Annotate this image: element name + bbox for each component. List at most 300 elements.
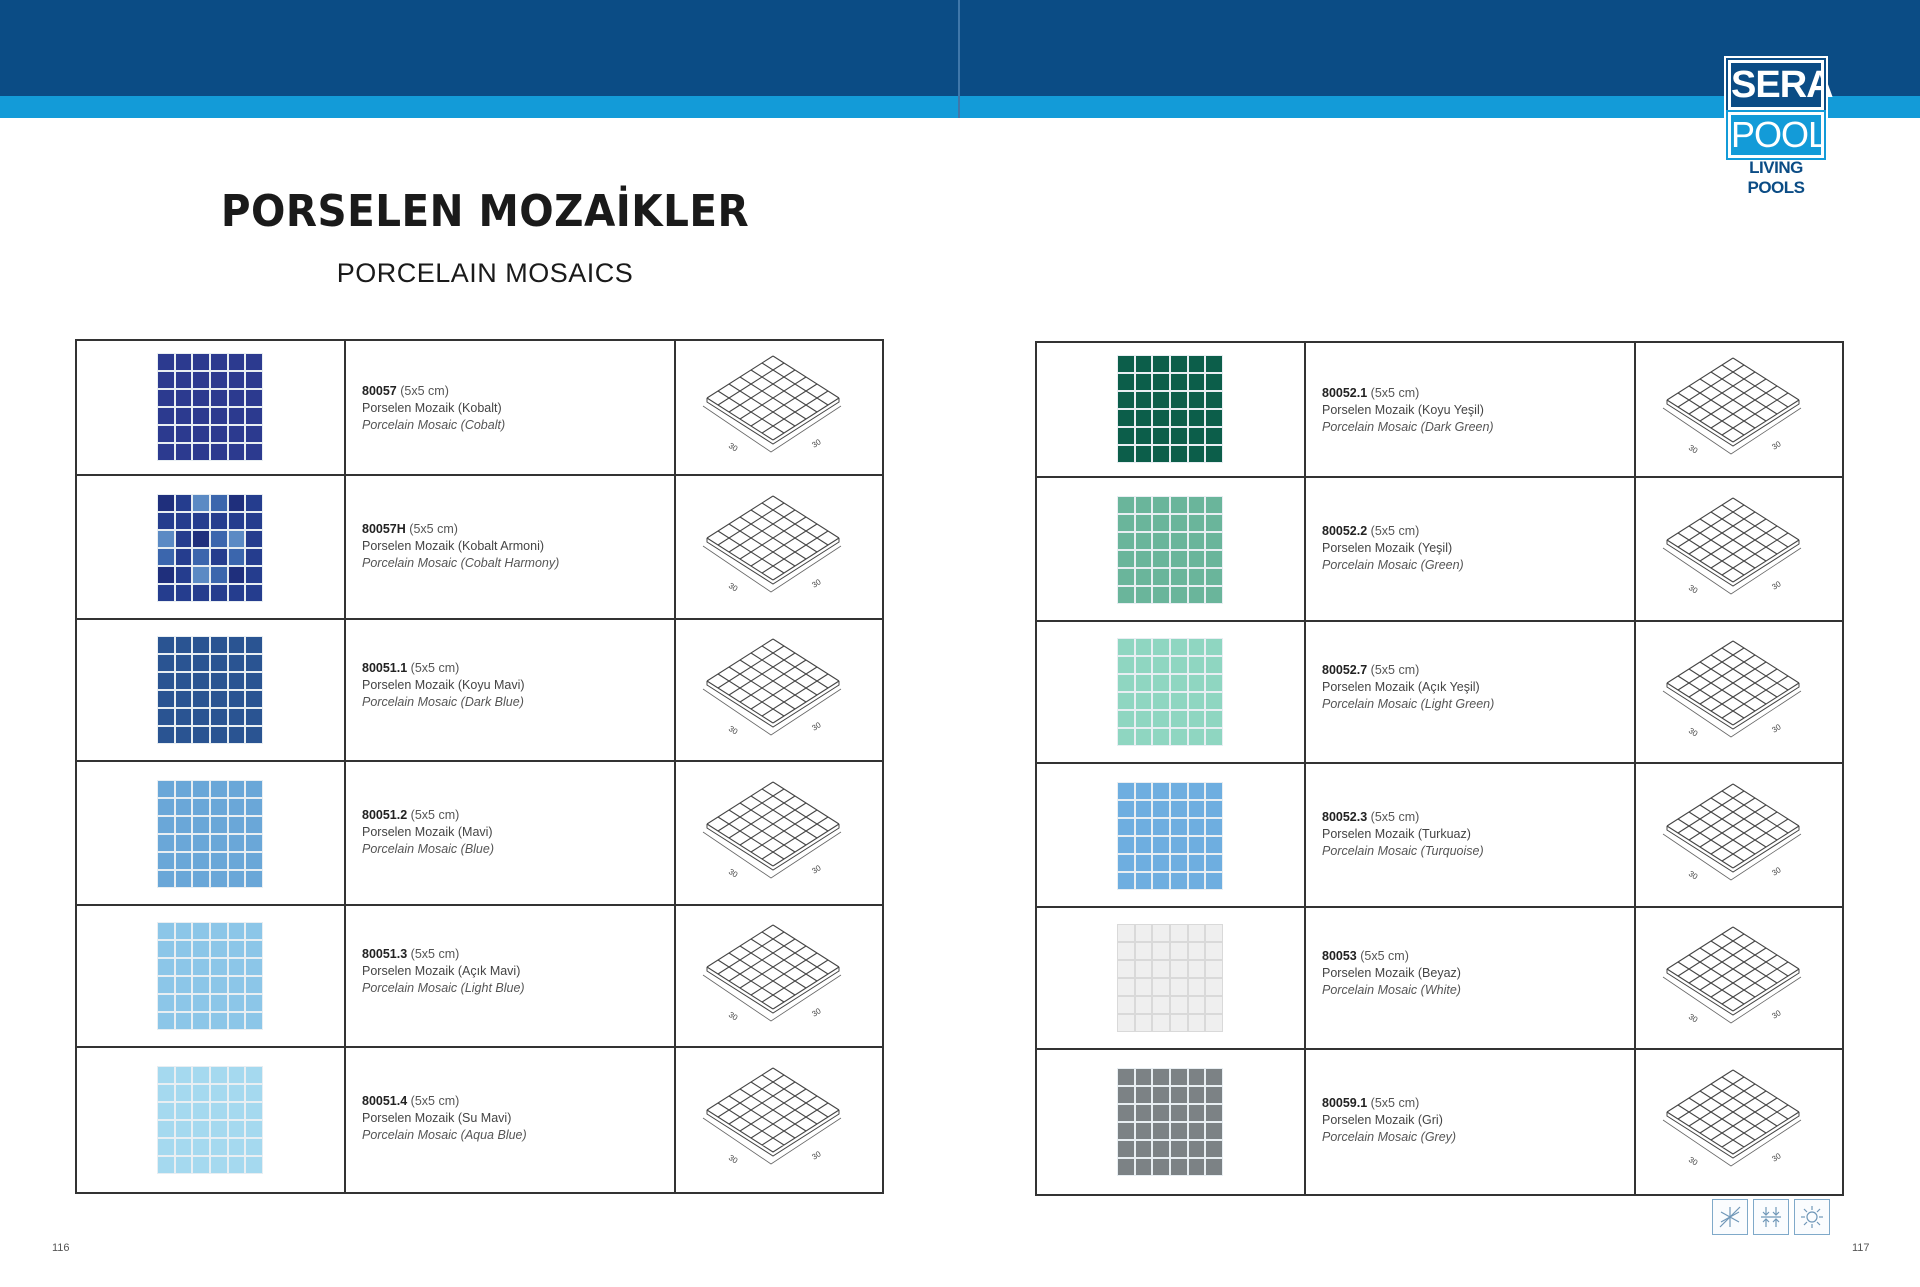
mosaic-tile [229, 655, 245, 671]
mosaic-tile [1206, 428, 1222, 444]
mosaic-tile [1153, 533, 1169, 549]
mosaic-tile [229, 799, 245, 815]
mosaic-tile [1136, 587, 1152, 603]
mosaic-tile [176, 1121, 192, 1137]
mosaic-tile [1189, 639, 1205, 655]
mosaic-tile [1118, 1015, 1134, 1031]
mosaic-tile [229, 977, 245, 993]
mosaic-tile [1189, 1105, 1205, 1121]
product-description [1322, 809, 1484, 860]
mosaic-tile [229, 1157, 245, 1173]
mosaic-tile [1118, 837, 1134, 853]
dimension-label-b: 30 [1770, 1151, 1783, 1164]
mosaic-tile [1206, 819, 1222, 835]
mosaic-tile [158, 995, 174, 1011]
mosaic-tile [229, 871, 245, 887]
mosaic-tile [246, 977, 262, 993]
mosaic-tile [1171, 1159, 1187, 1175]
mosaic-tile [1171, 855, 1187, 871]
product-code-line [362, 1093, 527, 1110]
mosaic-tile [193, 1121, 209, 1137]
product-code: 80051.1 [362, 661, 408, 675]
mosaic-tile [1189, 801, 1205, 817]
mosaic-tile [1153, 428, 1169, 444]
mosaic-tile [158, 1103, 174, 1119]
mosaic-tile [1136, 374, 1152, 390]
mosaic-dimension-drawing [1650, 495, 1830, 605]
mosaic-swatch [157, 353, 263, 461]
mosaic-tile [246, 408, 262, 424]
product-code: 80052.1 [1322, 386, 1368, 400]
mosaic-tile [193, 835, 209, 851]
mosaic-tile [1171, 711, 1187, 727]
product-name-tr: Porselen Mozaik (Açık Yeşil) [1322, 680, 1480, 694]
product-name-tr: Porselen Mozaik (Yeşil) [1322, 541, 1453, 555]
mosaic-tile [1189, 819, 1205, 835]
mosaic-tile [1171, 693, 1187, 709]
mosaic-tile [176, 567, 192, 583]
mosaic-tile [1153, 657, 1169, 673]
mosaic-tile [1136, 855, 1152, 871]
mosaic-tile [176, 637, 192, 653]
mosaic-dimension-drawing [1650, 638, 1830, 748]
mosaic-swatch [157, 922, 263, 1030]
mosaic-tile [211, 853, 227, 869]
mosaic-tile [1153, 392, 1169, 408]
mosaic-tile [211, 354, 227, 370]
mosaic-tile [211, 941, 227, 957]
product-table-right [1035, 341, 1844, 1196]
mosaic-tile [1171, 533, 1187, 549]
mosaic-tile [1153, 979, 1169, 995]
mosaic-tile [1171, 1015, 1187, 1031]
mosaic-tile [1153, 1069, 1169, 1085]
drawing-cell [676, 762, 882, 904]
logo-tagline: LIVING POOLS [1747, 158, 1805, 197]
mosaic-tile [1136, 1105, 1152, 1121]
mosaic-tile [229, 727, 245, 743]
mosaic-tile [1206, 711, 1222, 727]
drawing-cell [1636, 622, 1842, 762]
product-size: (5x5 cm) [410, 808, 460, 822]
mosaic-tile [1136, 1141, 1152, 1157]
mosaic-tile [246, 995, 262, 1011]
mosaic-tile [1153, 855, 1169, 871]
mosaic-tile [1171, 551, 1187, 567]
mosaic-tile [1171, 1069, 1187, 1085]
mosaic-tile [193, 1139, 209, 1155]
drawing-wrap [690, 493, 870, 603]
mosaic-tile [1189, 587, 1205, 603]
mosaic-tile [1171, 961, 1187, 977]
product-description [362, 946, 525, 997]
mosaic-tile [1118, 410, 1134, 426]
mosaic-tile [1118, 356, 1134, 372]
mosaic-tile [246, 549, 262, 565]
mosaic-tile [246, 1013, 262, 1029]
mosaic-tile [1189, 943, 1205, 959]
mosaic-tile [246, 1067, 262, 1083]
mosaic-tile [211, 1067, 227, 1083]
page-subtitle: PORCELAIN MOSAICS [336, 258, 634, 288]
mosaic-tile [1171, 1123, 1187, 1139]
mosaic-tile [1171, 943, 1187, 959]
mosaic-tile [246, 1103, 262, 1119]
mosaic-tile [1136, 943, 1152, 959]
product-description [362, 1093, 527, 1144]
mosaic-tile [193, 585, 209, 601]
swatch-cell [1037, 343, 1306, 476]
product-code: 80053 [1322, 949, 1357, 963]
mosaic-tile [229, 1085, 245, 1101]
mosaic-dimension-drawing [690, 493, 870, 603]
dimension-label-b: 30 [1770, 439, 1783, 452]
dimension-label-b: 30 [1770, 579, 1783, 592]
mosaic-tile [229, 1013, 245, 1029]
mosaic-tile [1118, 855, 1134, 871]
product-description [362, 521, 559, 572]
mosaic-tile [1118, 515, 1134, 531]
mosaic-tile [1206, 392, 1222, 408]
mosaic-tile [158, 781, 174, 797]
mosaic-tile [1136, 1159, 1152, 1175]
mosaic-tile [193, 691, 209, 707]
product-description [1322, 385, 1494, 436]
mosaic-tile [1118, 1159, 1134, 1175]
product-description [362, 383, 505, 434]
product-size: (5x5 cm) [1370, 663, 1420, 677]
mosaic-tile [1136, 837, 1152, 853]
mosaic-tile [1206, 551, 1222, 567]
mosaic-tile [1189, 533, 1205, 549]
swatch-cell [1037, 908, 1306, 1048]
dimension-label-b: 30 [810, 720, 823, 733]
mosaic-tile [246, 871, 262, 887]
mosaic-tile [158, 1085, 174, 1101]
dimension-label-a: 30 [1686, 869, 1700, 882]
product-code: 80057 [362, 384, 397, 398]
mosaic-tile [1118, 374, 1134, 390]
product-code-line [1322, 809, 1484, 826]
description-cell [346, 906, 676, 1046]
mosaic-tile [211, 817, 227, 833]
product-name-tr: Porselen Mozaik (Açık Mavi) [362, 964, 521, 978]
mosaic-tile [1171, 428, 1187, 444]
mosaic-tile [176, 691, 192, 707]
uv-resistant-icon [1794, 1199, 1830, 1235]
mosaic-tile [1118, 392, 1134, 408]
mosaic-tile [1206, 657, 1222, 673]
mosaic-tile [193, 513, 209, 529]
mosaic-tile [158, 817, 174, 833]
mosaic-tile [1206, 997, 1222, 1013]
mosaic-tile [229, 390, 245, 406]
mosaic-tile [1136, 675, 1152, 691]
mosaic-tile [1136, 961, 1152, 977]
mosaic-tile [229, 1139, 245, 1155]
product-name-en: Porcelain Mosaic (Aqua Blue) [362, 1128, 527, 1142]
mosaic-tile [1118, 569, 1134, 585]
mosaic-tile [1136, 1069, 1152, 1085]
mosaic-tile [1136, 356, 1152, 372]
mosaic-tile [176, 372, 192, 388]
mosaic-tile [211, 426, 227, 442]
description-cell [346, 341, 676, 474]
product-row [77, 620, 882, 762]
mosaic-tile [229, 637, 245, 653]
mosaic-tile [229, 426, 245, 442]
mosaic-tile [193, 673, 209, 689]
product-name-tr: Porselen Mozaik (Su Mavi) [362, 1111, 512, 1125]
mosaic-dimension-drawing [1650, 355, 1830, 465]
drawing-cell [1636, 478, 1842, 620]
mosaic-tile [1171, 657, 1187, 673]
mosaic-tile [176, 781, 192, 797]
mosaic-tile [211, 673, 227, 689]
product-description [362, 660, 525, 711]
mosaic-tile [1171, 497, 1187, 513]
dimension-label-a: 30 [1686, 583, 1700, 596]
mosaic-tile [176, 354, 192, 370]
mosaic-tile [1171, 392, 1187, 408]
mosaic-tile [229, 959, 245, 975]
product-size: (5x5 cm) [410, 661, 460, 675]
mosaic-tile [176, 871, 192, 887]
description-cell [1306, 764, 1636, 906]
mosaic-tile [246, 426, 262, 442]
page-number-right: 117 [1852, 1242, 1870, 1254]
mosaic-tile [1206, 1087, 1222, 1103]
mosaic-tile [229, 372, 245, 388]
mosaic-tile [1189, 428, 1205, 444]
mosaic-tile [1189, 392, 1205, 408]
mosaic-tile [1136, 997, 1152, 1013]
mosaic-tile [1153, 1087, 1169, 1103]
mosaic-tile [211, 923, 227, 939]
mosaic-tile [1189, 497, 1205, 513]
mosaic-tile [158, 1139, 174, 1155]
dimension-label-b: 30 [810, 1149, 823, 1162]
product-name-en: Porcelain Mosaic (Dark Green) [1322, 420, 1494, 434]
mosaic-tile [1153, 497, 1169, 513]
dimension-label-b: 30 [810, 577, 823, 590]
mosaic-tile [158, 727, 174, 743]
product-size: (5x5 cm) [1360, 949, 1409, 963]
mosaic-tile [1206, 1123, 1222, 1139]
drawing-cell [676, 476, 882, 618]
mosaic-tile [1171, 569, 1187, 585]
product-code: 80052.2 [1322, 524, 1368, 538]
mosaic-tile [1153, 446, 1169, 462]
mosaic-tile [1206, 837, 1222, 853]
mosaic-tile [193, 709, 209, 725]
mosaic-tile [193, 959, 209, 975]
mosaic-tile [1118, 1105, 1134, 1121]
mosaic-tile [211, 655, 227, 671]
mosaic-swatch [157, 494, 263, 602]
mosaic-tile [176, 531, 192, 547]
mosaic-tile [176, 995, 192, 1011]
product-name-tr: Porselen Mozaik (Kobalt) [362, 401, 502, 415]
mosaic-tile [1206, 374, 1222, 390]
mosaic-tile [1136, 693, 1152, 709]
mosaic-tile [193, 567, 209, 583]
mosaic-tile [246, 781, 262, 797]
mosaic-tile [1189, 1069, 1205, 1085]
mosaic-tile [1136, 873, 1152, 889]
mosaic-tile [1189, 657, 1205, 673]
mosaic-tile [158, 691, 174, 707]
mosaic-tile [246, 1139, 262, 1155]
mosaic-tile [246, 691, 262, 707]
product-code-line [1322, 385, 1494, 402]
mosaic-tile [1118, 1123, 1134, 1139]
mosaic-tile [1136, 497, 1152, 513]
product-code-line [362, 946, 525, 963]
dimension-label-a: 30 [726, 441, 740, 454]
frost-resistant-icon [1712, 1199, 1748, 1235]
mosaic-tile [1136, 783, 1152, 799]
mosaic-dimension-drawing [690, 1065, 870, 1175]
mosaic-tile [211, 1013, 227, 1029]
mosaic-tile [158, 408, 174, 424]
mosaic-tile [211, 727, 227, 743]
mosaic-tile [1153, 783, 1169, 799]
mosaic-tile [246, 513, 262, 529]
mosaic-tile [158, 567, 174, 583]
mosaic-swatch [1117, 1068, 1223, 1176]
mosaic-tile [176, 585, 192, 601]
mosaic-tile [158, 354, 174, 370]
mosaic-tile [1189, 925, 1205, 941]
swatch-cell [1037, 622, 1306, 762]
mosaic-tile [229, 995, 245, 1011]
product-name-tr: Porselen Mozaik (Kobalt Armoni) [362, 539, 545, 553]
mosaic-tile [193, 426, 209, 442]
mosaic-tile [158, 495, 174, 511]
mosaic-tile [246, 1085, 262, 1101]
mosaic-tile [1171, 783, 1187, 799]
mosaic-tile [1206, 639, 1222, 655]
serapool-logo [1725, 57, 1833, 197]
mosaic-tile [193, 799, 209, 815]
mosaic-tile [1189, 446, 1205, 462]
mosaic-tile [246, 853, 262, 869]
mosaic-tile [158, 513, 174, 529]
mosaic-tile [1136, 1087, 1152, 1103]
mosaic-tile [229, 1121, 245, 1137]
mosaic-tile [1171, 374, 1187, 390]
mosaic-tile [1189, 729, 1205, 745]
mosaic-swatch [157, 636, 263, 744]
mosaic-tile [1153, 711, 1169, 727]
mosaic-tile [1153, 675, 1169, 691]
mosaic-tile [158, 426, 174, 442]
mosaic-tile [193, 655, 209, 671]
mosaic-tile [1171, 1141, 1187, 1157]
mosaic-tile [1136, 1123, 1152, 1139]
mosaic-tile [211, 585, 227, 601]
mosaic-tile [1136, 925, 1152, 941]
mosaic-tile [1153, 873, 1169, 889]
drawing-wrap [1650, 495, 1830, 605]
mosaic-tile [1153, 1123, 1169, 1139]
mosaic-tile [1189, 1123, 1205, 1139]
product-name-tr: Porselen Mozaik (Beyaz) [1322, 966, 1461, 980]
mosaic-tile [158, 835, 174, 851]
mosaic-tile [1153, 1015, 1169, 1031]
mosaic-tile [1189, 961, 1205, 977]
mosaic-tile [1118, 497, 1134, 513]
mosaic-tile [229, 709, 245, 725]
mosaic-tile [246, 495, 262, 511]
mosaic-tile [1136, 1015, 1152, 1031]
drawing-wrap [1650, 638, 1830, 748]
mosaic-tile [158, 799, 174, 815]
mosaic-dimension-drawing [1650, 781, 1830, 891]
product-row [1037, 622, 1842, 764]
mosaic-tile [193, 390, 209, 406]
mosaic-tile [229, 941, 245, 957]
description-cell [1306, 622, 1636, 762]
mosaic-tile [1136, 569, 1152, 585]
mosaic-tile [176, 817, 192, 833]
mosaic-tile [176, 1067, 192, 1083]
mosaic-tile [193, 781, 209, 797]
mosaic-tile [229, 691, 245, 707]
mosaic-tile [176, 709, 192, 725]
mosaic-tile [176, 549, 192, 565]
dimension-label-a: 30 [726, 724, 740, 737]
mosaic-tile [1118, 819, 1134, 835]
swatch-cell [77, 341, 346, 474]
mosaic-swatch [1117, 638, 1223, 746]
product-name-tr: Porselen Mozaik (Mavi) [362, 825, 493, 839]
mosaic-tile [1189, 997, 1205, 1013]
mosaic-tile [1118, 1141, 1134, 1157]
mosaic-tile [1136, 711, 1152, 727]
mosaic-tile [1206, 855, 1222, 871]
mosaic-dimension-drawing [690, 636, 870, 746]
mosaic-tile [158, 871, 174, 887]
mosaic-tile [246, 585, 262, 601]
mosaic-tile [1206, 1069, 1222, 1085]
drawing-wrap [690, 922, 870, 1032]
mosaic-tile [246, 354, 262, 370]
mosaic-tile [1153, 1141, 1169, 1157]
mosaic-tile [246, 567, 262, 583]
swatch-cell [77, 762, 346, 904]
drawing-wrap [1650, 781, 1830, 891]
mosaic-tile [229, 853, 245, 869]
mosaic-swatch [1117, 924, 1223, 1032]
product-name-tr: Porselen Mozaik (Turkuaz) [1322, 827, 1471, 841]
description-cell [1306, 478, 1636, 620]
mosaic-tile [1153, 410, 1169, 426]
mosaic-tile [1171, 356, 1187, 372]
mosaic-tile [1153, 551, 1169, 567]
product-name-en: Porcelain Mosaic (Light Green) [1322, 697, 1495, 711]
description-cell [346, 762, 676, 904]
mosaic-tile [193, 495, 209, 511]
product-code-line [1322, 523, 1464, 540]
mosaic-tile [229, 408, 245, 424]
mosaic-tile [158, 853, 174, 869]
mosaic-tile [193, 444, 209, 460]
mosaic-tile [1118, 551, 1134, 567]
description-cell [1306, 908, 1636, 1048]
mosaic-tile [1136, 446, 1152, 462]
